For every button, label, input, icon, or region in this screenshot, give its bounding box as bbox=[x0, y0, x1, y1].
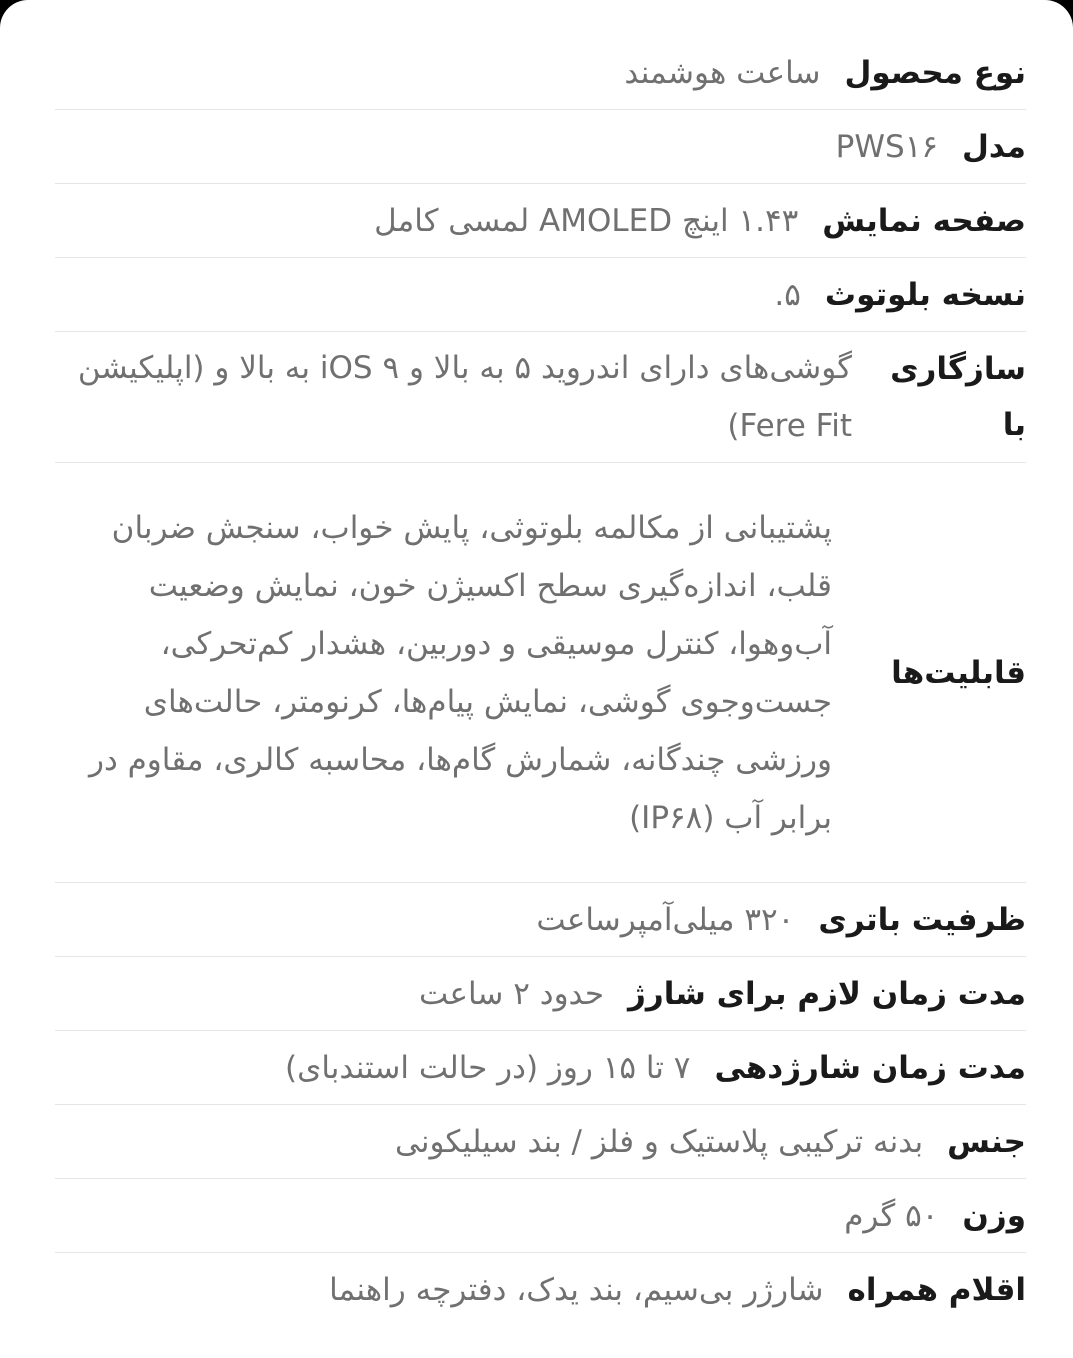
spec-label: صفحه نمایش bbox=[822, 202, 1026, 239]
spec-value: ساعت هوشمند bbox=[624, 54, 821, 91]
spec-value: پشتیبانی از مکالمه بلوتوثی، پایش خواب، سنجش ضربان قلب، اندازه‌گیری سطح اکسیژن خون، نمایش وضعیت آب‌وهوا، کنترل موسیقی و دوربین، هشدار کم‌تحرکی، جست‌وجوی گوشی، نمایش پیام‌ها، کرنومتر، حالت‌های ورزشی چندگانه، شمارش گام‌ها، محاسبه کالری، مقاوم در برابر آب (IP۶۸) bbox=[88, 509, 832, 836]
spec-row-bluetooth bbox=[55, 258, 1026, 332]
spec-value: حدود ۲ ساعت bbox=[419, 975, 604, 1012]
spec-label: مدت زمان شارژدهی bbox=[714, 1049, 1026, 1086]
spec-value: PWS۱۶ bbox=[835, 128, 938, 165]
spec-row-display bbox=[55, 184, 1026, 258]
spec-label: نسخه بلوتوث bbox=[824, 276, 1026, 313]
spec-row-material bbox=[55, 1105, 1026, 1179]
spec-value: ۵۰ گرم bbox=[844, 1197, 939, 1234]
spec-row-in-box bbox=[55, 1253, 1026, 1327]
spec-table bbox=[55, 36, 1026, 1327]
spec-label: قابلیت‌ها bbox=[891, 654, 1026, 691]
spec-row-product-type bbox=[55, 36, 1026, 110]
spec-label: نوع محصول bbox=[844, 54, 1026, 91]
spec-row-battery-life bbox=[55, 1031, 1026, 1105]
spec-value: ۳۲۰ میلی‌آمپرساعت bbox=[536, 901, 795, 938]
spec-value: بدنه ترکیبی پلاستیک و فلز / بند سیلیکونی bbox=[395, 1123, 924, 1160]
spec-value: گوشی‌های دارای اندروید ۵ به بالا و iOS ۹ به بالا و (اپلیکیشن Fere Fit) bbox=[77, 350, 852, 444]
spec-row-battery bbox=[55, 883, 1026, 957]
spec-label: مدل bbox=[962, 128, 1026, 165]
spec-label: وزن bbox=[962, 1197, 1026, 1234]
spec-label: اقلام همراه bbox=[847, 1272, 1026, 1308]
spec-value: ۷ تا ۱۵ روز (در حالت استندبای) bbox=[284, 1049, 691, 1086]
spec-row-compatibility bbox=[55, 332, 1026, 463]
spec-label: جنس bbox=[947, 1123, 1026, 1160]
spec-row-features bbox=[55, 463, 1026, 883]
spec-value: شارژر بی‌سیم، بند یدک، دفترچه راهنما bbox=[329, 1272, 824, 1308]
spec-value: ۵. bbox=[774, 276, 801, 313]
spec-value: ۱.۴۳ اینچ AMOLED لمسی کامل bbox=[374, 202, 799, 239]
spec-row-weight bbox=[55, 1179, 1026, 1253]
spec-row-charge-time bbox=[55, 957, 1026, 1031]
spec-row-model bbox=[55, 110, 1026, 184]
spec-label: ظرفیت باتری bbox=[818, 901, 1026, 938]
spec-label: مدت زمان لازم برای شارژ bbox=[628, 975, 1026, 1012]
spec-label: سازگاری با bbox=[890, 351, 1026, 443]
